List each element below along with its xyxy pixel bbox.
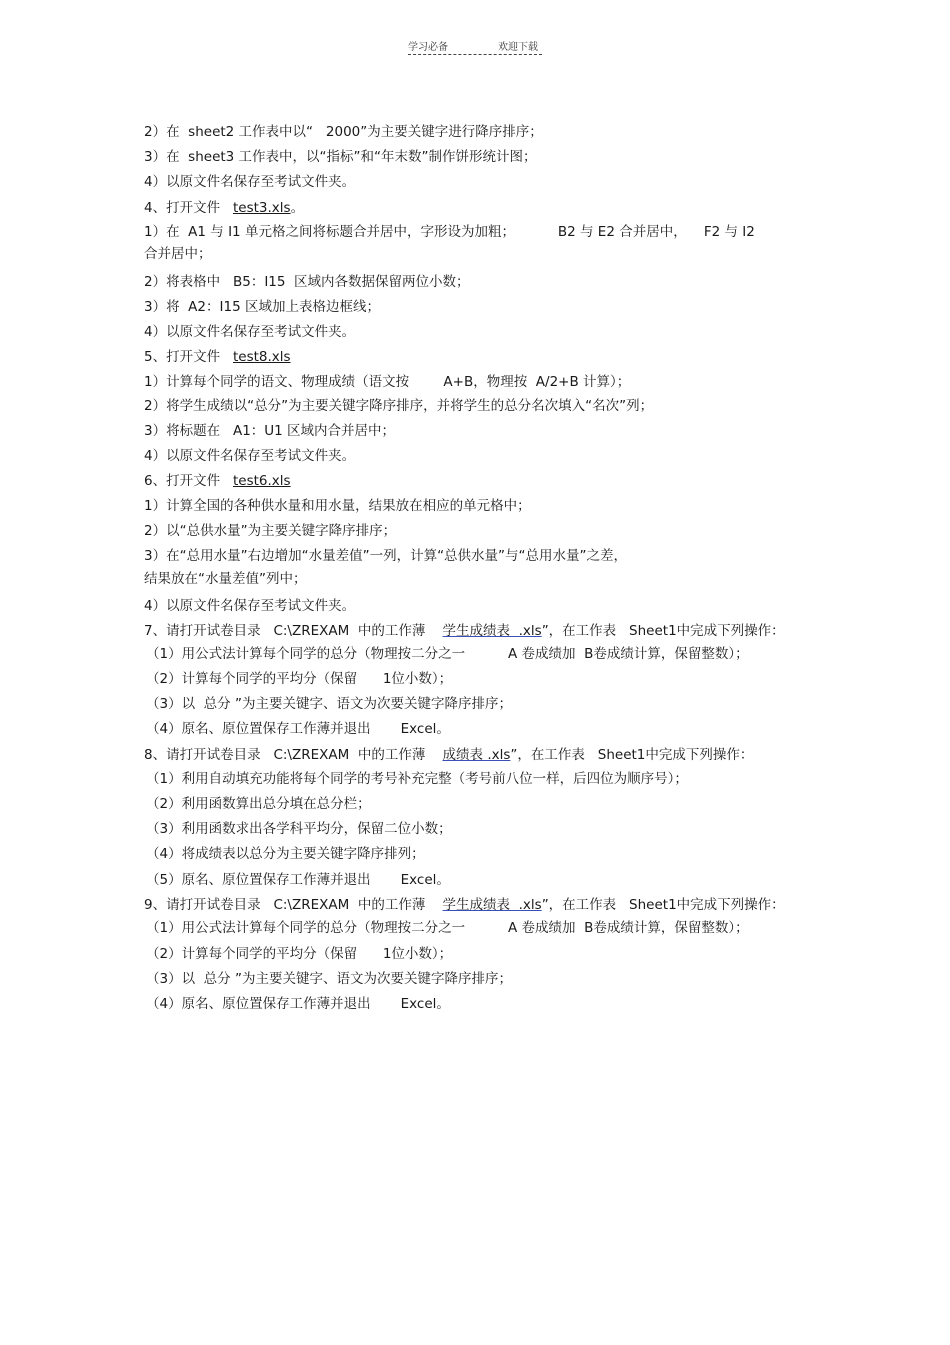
text-segment: 1）计算全国的各种供水量和用水量，结果放在相应的单元格中； — [144, 498, 531, 514]
text-segment: ”，在工作表 Sheet1中完成下列操作： — [541, 623, 785, 639]
text-segment: （3）以 总分 ”为主要关键字、语文为次要关键字降序排序； — [146, 971, 512, 987]
text-segment: （4）原名、原位置保存工作薄并退出 Excel。 — [146, 996, 450, 1012]
text-segment: （2）利用函数算出总分填在总分栏； — [146, 796, 371, 812]
filename-link: test3.xls — [232, 200, 291, 216]
text-segment: （1）用公式法计算每个同学的总分（物理按二分之一 A 卷成绩加 B卷成绩计算，保留整数）； — [146, 920, 749, 936]
text-segment: 4）以原文件名保存至考试文件夹。 — [144, 324, 356, 340]
header-left-text: 学习必备 — [408, 42, 448, 53]
text-line — [146, 845, 425, 863]
text-line — [146, 820, 452, 838]
filename-link: 成绩表 .xls — [442, 747, 511, 763]
header-divider — [408, 54, 542, 55]
text-line — [144, 199, 304, 217]
text-line — [144, 447, 355, 465]
text-segment: （1）用公式法计算每个同学的总分（物理按二分之一 A 卷成绩加 B卷成绩计算，保留整数）； — [146, 646, 749, 662]
text-segment: （5）原名、原位置保存工作薄并退出 Excel。 — [146, 872, 450, 888]
text-segment: 2）以“总供水量”为主要关键字降序排序； — [144, 523, 397, 539]
text-line — [146, 919, 749, 937]
text-line — [144, 746, 753, 764]
text-line — [144, 273, 470, 291]
text-line — [144, 622, 785, 640]
page-header — [408, 38, 542, 56]
text-line — [146, 645, 749, 663]
filename-link: 学生成绩表 .xls — [442, 897, 542, 913]
text-line — [144, 547, 627, 565]
text-line — [146, 795, 371, 813]
text-line — [146, 970, 512, 988]
text-line — [144, 298, 380, 316]
text-line — [144, 148, 537, 166]
text-segment: 4）以原文件名保存至考试文件夹。 — [144, 448, 356, 464]
header-right-text: 欢迎下载 — [498, 42, 538, 53]
text-line — [146, 995, 450, 1013]
text-segment: 合并居中； — [144, 246, 212, 262]
text-segment: （4）将成绩表以总分为主要关键字降序排列； — [146, 846, 425, 862]
text-segment: 3）将 A2：I15 区域加上表格边框线； — [144, 299, 380, 315]
text-segment: ”，在工作表 Sheet1中完成下列操作： — [541, 897, 785, 913]
text-segment: 2）将表格中 B5：I15 区域内各数据保留两位小数； — [144, 274, 470, 290]
text-segment: 3）在 sheet3 工作表中，以“指标”和“年末数”制作饼形统计图； — [144, 149, 537, 165]
text-segment: （1）利用自动填充功能将每个同学的考号补充完整（考号前八位一样，后四位为顺序号）； — [146, 771, 688, 787]
text-segment: （2）计算每个同学的平均分（保留 1位小数）； — [146, 671, 453, 687]
text-segment: （3）利用函数求出各学科平均分，保留二位小数； — [146, 821, 452, 837]
text-segment: 4、打开文件 — [144, 200, 233, 216]
text-line — [144, 123, 543, 141]
text-segment: 结果放在“水量差值”列中； — [144, 571, 307, 587]
text-line — [144, 497, 531, 515]
text-segment: 2）将学生成绩以“总分”为主要关键字降序排序，并将学生的总分名次填入“名次”列； — [144, 398, 654, 414]
text-line — [146, 670, 452, 688]
text-segment: 2）在 sheet2 工作表中以“ 2000”为主要关键字进行降序排序； — [144, 124, 543, 140]
text-segment: 4）以原文件名保存至考试文件夹。 — [144, 598, 356, 614]
text-line — [144, 173, 355, 191]
text-line — [146, 945, 452, 963]
text-line — [144, 397, 653, 415]
text-segment: 8、请打开试卷目录 C:\ZREXAM 中的工作薄 — [144, 747, 443, 763]
text-line — [144, 570, 307, 588]
text-line — [144, 422, 395, 440]
text-segment: 1）计算每个同学的语文、物理成绩（语文按 A+B，物理按 A/2+B 计算）； — [144, 374, 631, 390]
text-segment: ”，在工作表 Sheet1中完成下列操作： — [510, 747, 754, 763]
filename-link: test6.xls — [232, 473, 291, 489]
text-line — [144, 373, 630, 391]
text-line — [144, 245, 212, 263]
text-segment: （2）计算每个同学的平均分（保留 1位小数）； — [146, 946, 453, 962]
text-segment: 1）在 A1 与 I1 单元格之间将标题合并居中，字形设为加粗； B2 与 E2 合并居中， F2 与 I2 — [144, 224, 755, 240]
text-segment: 7、请打开试卷目录 C:\ZREXAM 中的工作薄 — [144, 623, 443, 639]
text-line — [144, 597, 355, 615]
text-segment: 9、请打开试卷目录 C:\ZREXAM 中的工作薄 — [144, 897, 443, 913]
text-line — [146, 770, 688, 788]
text-line — [144, 896, 785, 914]
text-segment: 4）以原文件名保存至考试文件夹。 — [144, 174, 356, 190]
text-segment: 6、打开文件 — [144, 473, 233, 489]
text-line — [146, 720, 450, 738]
text-line — [144, 348, 291, 366]
text-segment: （4）原名、原位置保存工作薄并退出 Excel。 — [146, 721, 450, 737]
text-line — [144, 223, 755, 241]
text-segment: 5、打开文件 — [144, 349, 233, 365]
filename-link: test8.xls — [232, 349, 291, 365]
text-line — [144, 323, 355, 341]
text-line — [144, 472, 291, 490]
filename-link: 学生成绩表 .xls — [442, 623, 542, 639]
text-line — [144, 522, 396, 540]
text-segment: 。 — [290, 200, 305, 216]
text-segment: （3）以 总分 ”为主要关键字、语文为次要关键字降序排序； — [146, 696, 512, 712]
text-segment: 3）在“总用水量”右边增加“水量差值”一列，计算“总供水量”与“总用水量”之差， — [144, 548, 628, 564]
text-line — [146, 871, 450, 889]
text-segment: 3）将标题在 A1：U1 区域内合并居中； — [144, 423, 396, 439]
text-line — [146, 695, 512, 713]
